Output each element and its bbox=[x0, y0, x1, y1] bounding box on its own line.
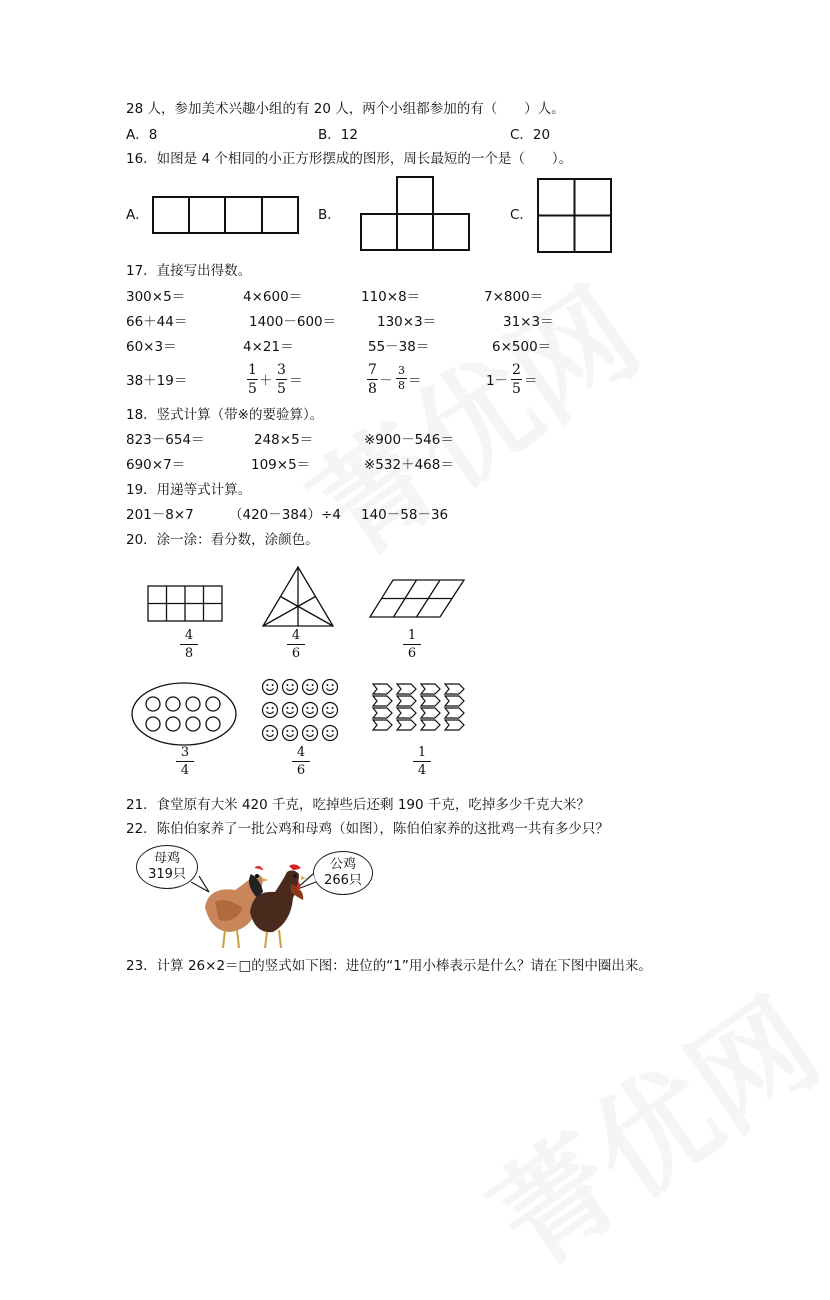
fraction: 1 5 bbox=[248, 362, 257, 397]
rooster-count: 266只 bbox=[324, 873, 362, 888]
fraction: 4 8 bbox=[180, 628, 198, 661]
q19-stem: 19．用递等式计算。 bbox=[126, 482, 252, 498]
q16-label-b: B． bbox=[318, 207, 341, 223]
q17-item: 55－38＝ bbox=[368, 339, 430, 355]
q20-tag-shapes bbox=[371, 683, 467, 733]
q15-option-b: B．12 bbox=[318, 127, 358, 143]
q17-item: 7×800＝ bbox=[484, 289, 544, 305]
fraction: 3 5 bbox=[277, 362, 286, 397]
q20-oval-circles bbox=[131, 682, 237, 746]
q20-triangle bbox=[262, 566, 334, 628]
q17-item: 4×21＝ bbox=[243, 339, 294, 355]
fraction: 4 6 bbox=[287, 628, 305, 661]
q20-grid-rectangle bbox=[147, 585, 223, 623]
q17-item: 130×3＝ bbox=[377, 314, 437, 330]
q20-parallelogram-grid bbox=[369, 579, 465, 619]
fraction: 3 4 bbox=[176, 745, 194, 778]
operator: － bbox=[379, 373, 393, 389]
q16-figure-c bbox=[537, 178, 613, 254]
q18-stem: 18．竖式计算（带※的要验算）。 bbox=[126, 407, 324, 423]
fraction: 1 4 bbox=[413, 745, 431, 778]
q18-item: 690×7＝ bbox=[126, 457, 186, 473]
equals: ＝ bbox=[524, 373, 538, 389]
q16-label-c: C． bbox=[510, 207, 533, 223]
fraction: 2 5 bbox=[512, 362, 521, 397]
q18-item: 823－654＝ bbox=[126, 432, 205, 448]
q18-item: ※532＋468＝ bbox=[364, 457, 454, 473]
operator: ＋ bbox=[259, 373, 273, 389]
rooster-label: 公鸡 bbox=[329, 857, 356, 872]
q20-stem: 20．涂一涂：看分数，涂颜色。 bbox=[126, 532, 319, 548]
q19-item: 140－58－36 bbox=[361, 507, 449, 523]
q16-figure-b bbox=[360, 176, 472, 252]
q16-figure-a bbox=[152, 196, 300, 234]
hen-count: 319只 bbox=[148, 867, 186, 882]
q16-label-a: A． bbox=[126, 207, 149, 223]
q21-stem: 21．食堂原有大米 420 千克，吃掉些后还剩 190 千克，吃掉多少千克大米？ bbox=[126, 797, 590, 813]
equals: ＝ bbox=[408, 373, 422, 389]
q18-item: 248×5＝ bbox=[254, 432, 314, 448]
q23-stem: 23．计算 26×2＝□的竖式如下图：进位的“1”用小棒表示是什么？请在下图中圈出来。 bbox=[126, 958, 652, 974]
equals: ＝ bbox=[289, 373, 303, 389]
q20-smiley-faces bbox=[261, 678, 341, 742]
hen-label: 母鸡 bbox=[153, 851, 180, 866]
q17-item: 110×8＝ bbox=[361, 289, 421, 305]
chickens-illustration bbox=[195, 862, 345, 952]
q15-option-c: C．20 bbox=[510, 127, 551, 143]
q17-item: 60×3＝ bbox=[126, 339, 177, 355]
q19-item: 201－8×7 bbox=[126, 507, 194, 523]
fraction: 1 6 bbox=[403, 628, 421, 661]
q15-stem: 28 人，参加美术兴趣小组的有 20 人，两个小组都参加的有（ ）人。 bbox=[126, 101, 565, 117]
hen-speech-bubble bbox=[136, 845, 198, 889]
q17-item: 66＋44＝ bbox=[126, 314, 188, 330]
q15-option-a: A．8 bbox=[126, 127, 158, 143]
q18-item: ※900－546＝ bbox=[364, 432, 454, 448]
q17-item: 300×5＝ bbox=[126, 289, 186, 305]
q17-item: 38＋19＝ bbox=[126, 373, 188, 389]
q17-item: 6×500＝ bbox=[492, 339, 552, 355]
fraction: 4 6 bbox=[292, 745, 310, 778]
q19-item: （420－384）÷4 bbox=[229, 507, 341, 523]
fraction: 7 8 bbox=[368, 362, 377, 397]
q17-stem: 17．直接写出得数。 bbox=[126, 263, 252, 279]
watermark bbox=[453, 952, 830, 1299]
q18-item: 109×5＝ bbox=[251, 457, 311, 473]
watermark bbox=[273, 242, 667, 589]
q22-stem: 22．陈伯伯家养了一批公鸡和母鸡（如图），陈伯伯家养的这批鸡一共有多少只？ bbox=[126, 821, 609, 837]
q17-item: 31×3＝ bbox=[503, 314, 554, 330]
q17-item: 1－ bbox=[486, 373, 509, 389]
q17-item: 4×600＝ bbox=[243, 289, 303, 305]
q16-stem: 16．如图是 4 个相同的小正方形摆成的图形，周长最短的一个是（ ）。 bbox=[126, 151, 573, 167]
fraction: 3 8 bbox=[398, 364, 405, 392]
q17-item: 1400－600＝ bbox=[249, 314, 337, 330]
